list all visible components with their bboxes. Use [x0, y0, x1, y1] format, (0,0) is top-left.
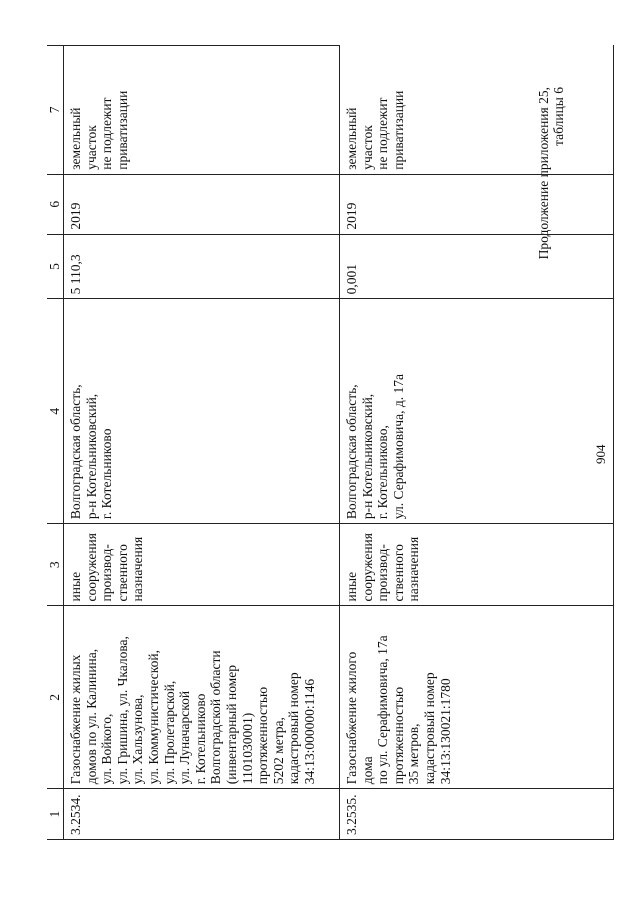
cell-line: производ- — [99, 544, 115, 602]
cell-line: иные — [68, 571, 83, 602]
cell-line: домов по ул. Калинина, — [83, 648, 99, 785]
data-table — [47, 45, 614, 840]
cell-line: земельный — [68, 107, 83, 170]
object-name — [64, 606, 340, 789]
cell-line: кадастровый номер — [286, 672, 302, 785]
object-name — [340, 606, 614, 789]
cell-line: г. Котельниково — [99, 428, 115, 520]
cell-line: ул. Коммунистической, — [145, 649, 161, 785]
header-cell: 7 — [47, 46, 64, 175]
object-value: 5 110,3 — [64, 234, 340, 299]
header-cell: 2 — [47, 606, 64, 789]
cell-line: не подлежит — [375, 97, 391, 170]
header-cell: 1 — [47, 789, 64, 840]
cell-line: участок — [83, 125, 99, 170]
cell-line: по ул. Серафимовича, 17а — [375, 635, 391, 785]
object-value: 0,001 — [340, 234, 614, 299]
row-number: 3.2534. — [64, 789, 340, 840]
cell-line: 34:13:130021:1780 — [437, 678, 453, 785]
object-note — [340, 46, 614, 175]
cell-line: ственного — [114, 544, 130, 602]
cell-line: ственного — [390, 544, 406, 602]
object-address — [64, 299, 340, 524]
cell-line: 1101030001) — [239, 712, 255, 785]
cell-line: 35 метров, — [406, 723, 422, 785]
cell-line: р-н Котельниковский, — [359, 393, 375, 520]
cell-line: производ- — [375, 544, 391, 602]
cell-line: ул. Войкого, — [99, 713, 115, 785]
header-cell: 3 — [47, 524, 64, 606]
object-year: 2019 — [340, 174, 614, 234]
cell-line: ул. Пролетарской, — [161, 680, 177, 785]
header-cell: 5 — [47, 234, 64, 299]
cell-line: Волгоградская область, — [68, 384, 83, 520]
cell-line: Волгоградская область, — [344, 384, 359, 520]
object-type — [64, 524, 340, 606]
object-note — [64, 46, 340, 175]
caption-line-1: Продолжение приложения 25, — [536, 87, 551, 260]
cell-line: Волгоградской области — [208, 650, 224, 785]
header-cell: 4 — [47, 299, 64, 524]
cell-line: г. Котельниково, — [375, 425, 391, 520]
table-row — [64, 46, 340, 840]
cell-line: Газоснабжение жилых — [68, 654, 83, 785]
cell-line: г. Котельниково — [192, 693, 208, 785]
header-cell: 6 — [47, 174, 64, 234]
cell-line: протяженностью — [390, 686, 406, 785]
cell-line: ул. Серафимовича, д. 17а — [390, 374, 406, 520]
table-row — [340, 46, 614, 840]
cell-line: Газоснабжение жилого — [344, 651, 359, 785]
table-header-row — [47, 46, 64, 840]
row-number: 3.2535. — [340, 789, 614, 840]
cell-line: приватизации — [390, 90, 406, 170]
cell-line: участок — [359, 125, 375, 170]
cell-line: протяженностью — [255, 686, 271, 785]
cell-line: приватизации — [114, 90, 130, 170]
object-address — [340, 299, 614, 524]
cell-line: кадастровый номер — [421, 672, 437, 785]
object-type — [340, 524, 614, 606]
cell-line: р-н Котельниковский, — [83, 393, 99, 520]
cell-line: не подлежит — [99, 97, 115, 170]
cell-line: 5202 метра, — [270, 717, 286, 785]
page-number: 904 — [593, 444, 608, 464]
caption-line-2: таблицы 6 — [551, 87, 566, 146]
cell-line: иные — [344, 571, 359, 602]
cell-line: дома — [359, 756, 375, 785]
cell-line: 34:13:000000:1146 — [301, 678, 317, 785]
cell-line: сооружения — [83, 533, 99, 602]
cell-line: назначения — [130, 536, 146, 602]
cell-line: ул. Хальзунова, — [130, 694, 146, 785]
cell-line: (инвентарный номер — [223, 665, 239, 785]
cell-line: ул. Луначарской — [177, 690, 193, 785]
cell-line: земельный — [344, 107, 359, 170]
cell-line: назначения — [406, 536, 422, 602]
cell-line: ул. Гришина, ул. Чкалова, — [114, 636, 130, 785]
object-year: 2019 — [64, 174, 340, 234]
cell-line: сооружения — [359, 533, 375, 602]
